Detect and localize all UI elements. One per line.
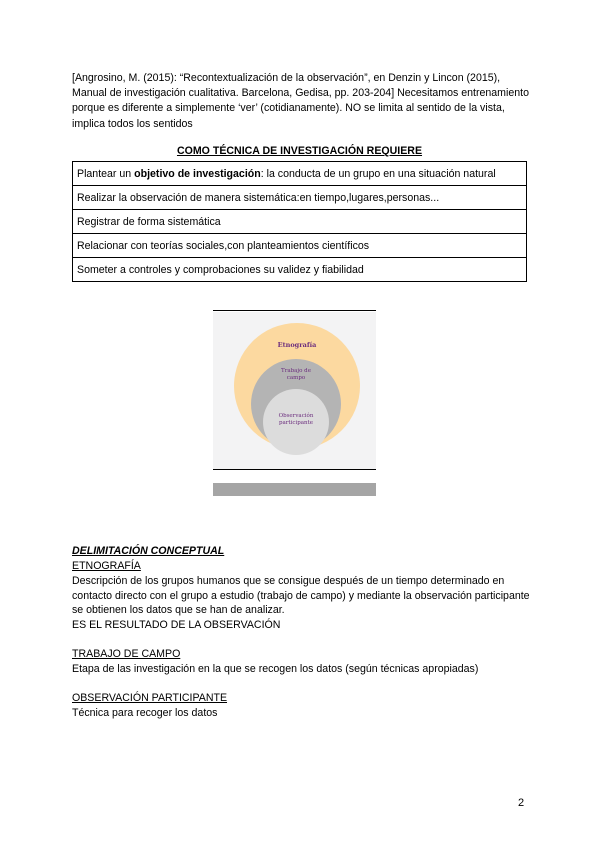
trabajo-heading: TRABAJO DE CAMPO	[72, 648, 181, 660]
inner-label-line1: Observación	[278, 413, 314, 419]
trabajo-text: Etapa de las investigación en la que se recogen los datos (según técnicas apropiadas)	[72, 663, 479, 675]
reference-paragraph: [Angrosino, M. (2015): “Recontextualización de la observación”, en Denzin y Lincon (2015), Manual de investigación cualitativa. Barcelona, Gedisa, pp. 203-204] Necesitamos entrenamiento porque es diferente a simplemente ‘ver’ (cotidianamente). NO se limita al sentido de la vista, implica todos los sentidos	[72, 72, 529, 130]
row1-prefix: Plantear un	[77, 167, 135, 180]
table-cell: Someter a controles y comprobaciones su validez y fiabilidad	[73, 258, 527, 282]
row1-bold: objetivo de investigación	[134, 167, 261, 180]
section-title: DELIMITACIÓN CONCEPTUAL	[72, 545, 225, 557]
table-cell	[73, 162, 527, 186]
observacion-text: Técnica para recoger los datos	[72, 707, 218, 719]
row1-suffix: : la conducta de un grupo en una situación natural	[260, 167, 496, 180]
page-number: 2	[518, 797, 525, 809]
table-cell: Relacionar con teorías sociales,con planteamientos científicos	[73, 234, 527, 258]
table-row	[73, 210, 527, 234]
diagram-svg	[213, 312, 376, 469]
middle-label-line1: Trabajo de	[281, 368, 311, 374]
etnografia-text: Descripción de los grupos humanos que se consigue después de un tiempo determinado en contacto directo con el grupo a estudio (trabajo de campo) y mediante la observación participante se obtienen los datos que se han de analizar.	[72, 575, 530, 617]
table-row	[73, 258, 527, 282]
nested-circles-figure	[213, 310, 376, 496]
figure-caption-bar	[213, 483, 376, 496]
etnografia-note: ES EL RESULTADO DE LA OBSERVACIÓN	[72, 619, 281, 631]
table-row	[73, 186, 527, 210]
inner-label-line2: participante	[278, 420, 314, 426]
etnografia-heading: ETNOGRAFÍA	[72, 560, 141, 572]
figure-bottom-rule	[213, 469, 376, 470]
observacion-heading: OBSERVACIÓN PARTICIPANTE	[72, 692, 228, 704]
figure-top-rule	[213, 310, 376, 311]
middle-label-line2: campo	[286, 375, 306, 381]
table-row	[73, 234, 527, 258]
outer-label: Etnografía	[277, 341, 317, 349]
table-cell: Realizar la observación de manera sistemática:en tiempo,lugares,personas...	[73, 186, 527, 210]
table-title: COMO TÉCNICA DE INVESTIGACIÓN REQUIERE	[176, 145, 423, 157]
requirements-table	[72, 161, 527, 282]
table-row	[73, 162, 527, 186]
table-cell: Registrar de forma sistemática	[73, 210, 527, 234]
